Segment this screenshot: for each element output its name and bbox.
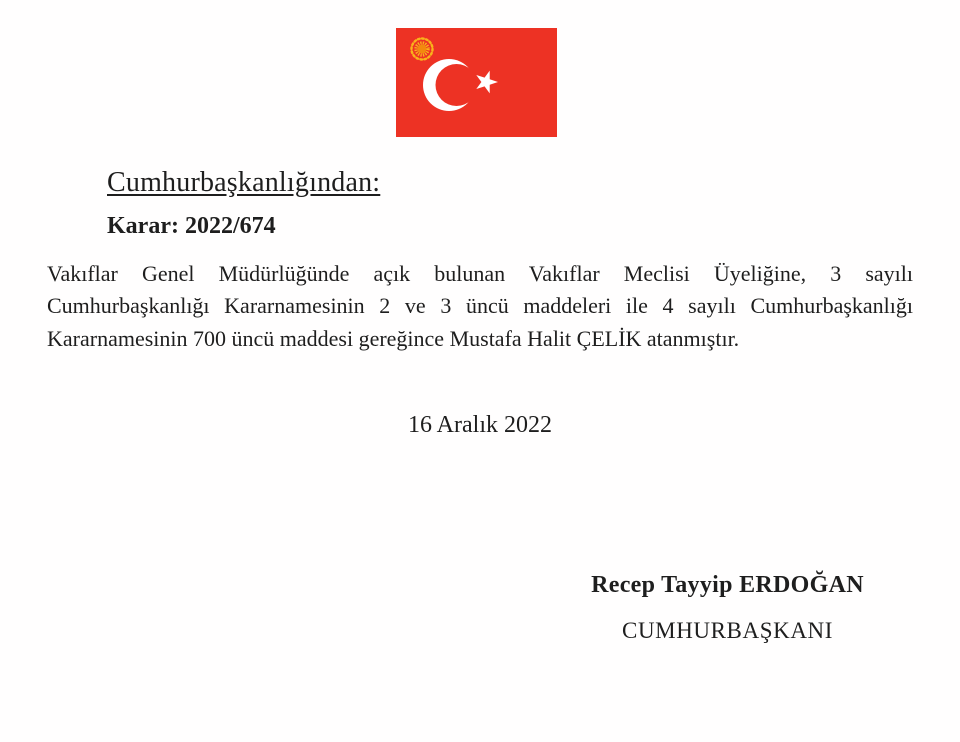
flag-graphic (396, 28, 557, 137)
decree-body (47, 258, 913, 355)
decision-number: Karar: 2022/674 (107, 213, 276, 239)
sun-core (418, 45, 427, 54)
turkish-presidential-flag (396, 28, 557, 137)
signature-block (545, 572, 910, 644)
signatory-title: CUMHURBAŞKANI (622, 618, 833, 643)
decree-date: 16 Aralık 2022 (408, 412, 552, 438)
issuer-heading: Cumhurbaşkanlığından: (107, 167, 381, 198)
signatory-name: Recep Tayyip ERDOĞAN (591, 572, 864, 598)
decree-body-line-1: Vakıflar Genel Müdürlüğünde açık bulunan Vakıflar Meclisi Üyeliğine, 3 sayılı (47, 261, 913, 286)
decree-body-line-2: Cumhurbaşkanlığı Kararnamesinin 2 ve 3 üncü maddeleri ile 4 sayılı Cumhurbaşkanlığı (47, 293, 913, 319)
crescent-inner (436, 64, 478, 106)
decree-body-line-3: Kararnamesinin 700 üncü maddesi gereğince Mustafa Halit ÇELİK atanmıştır. (47, 325, 740, 351)
